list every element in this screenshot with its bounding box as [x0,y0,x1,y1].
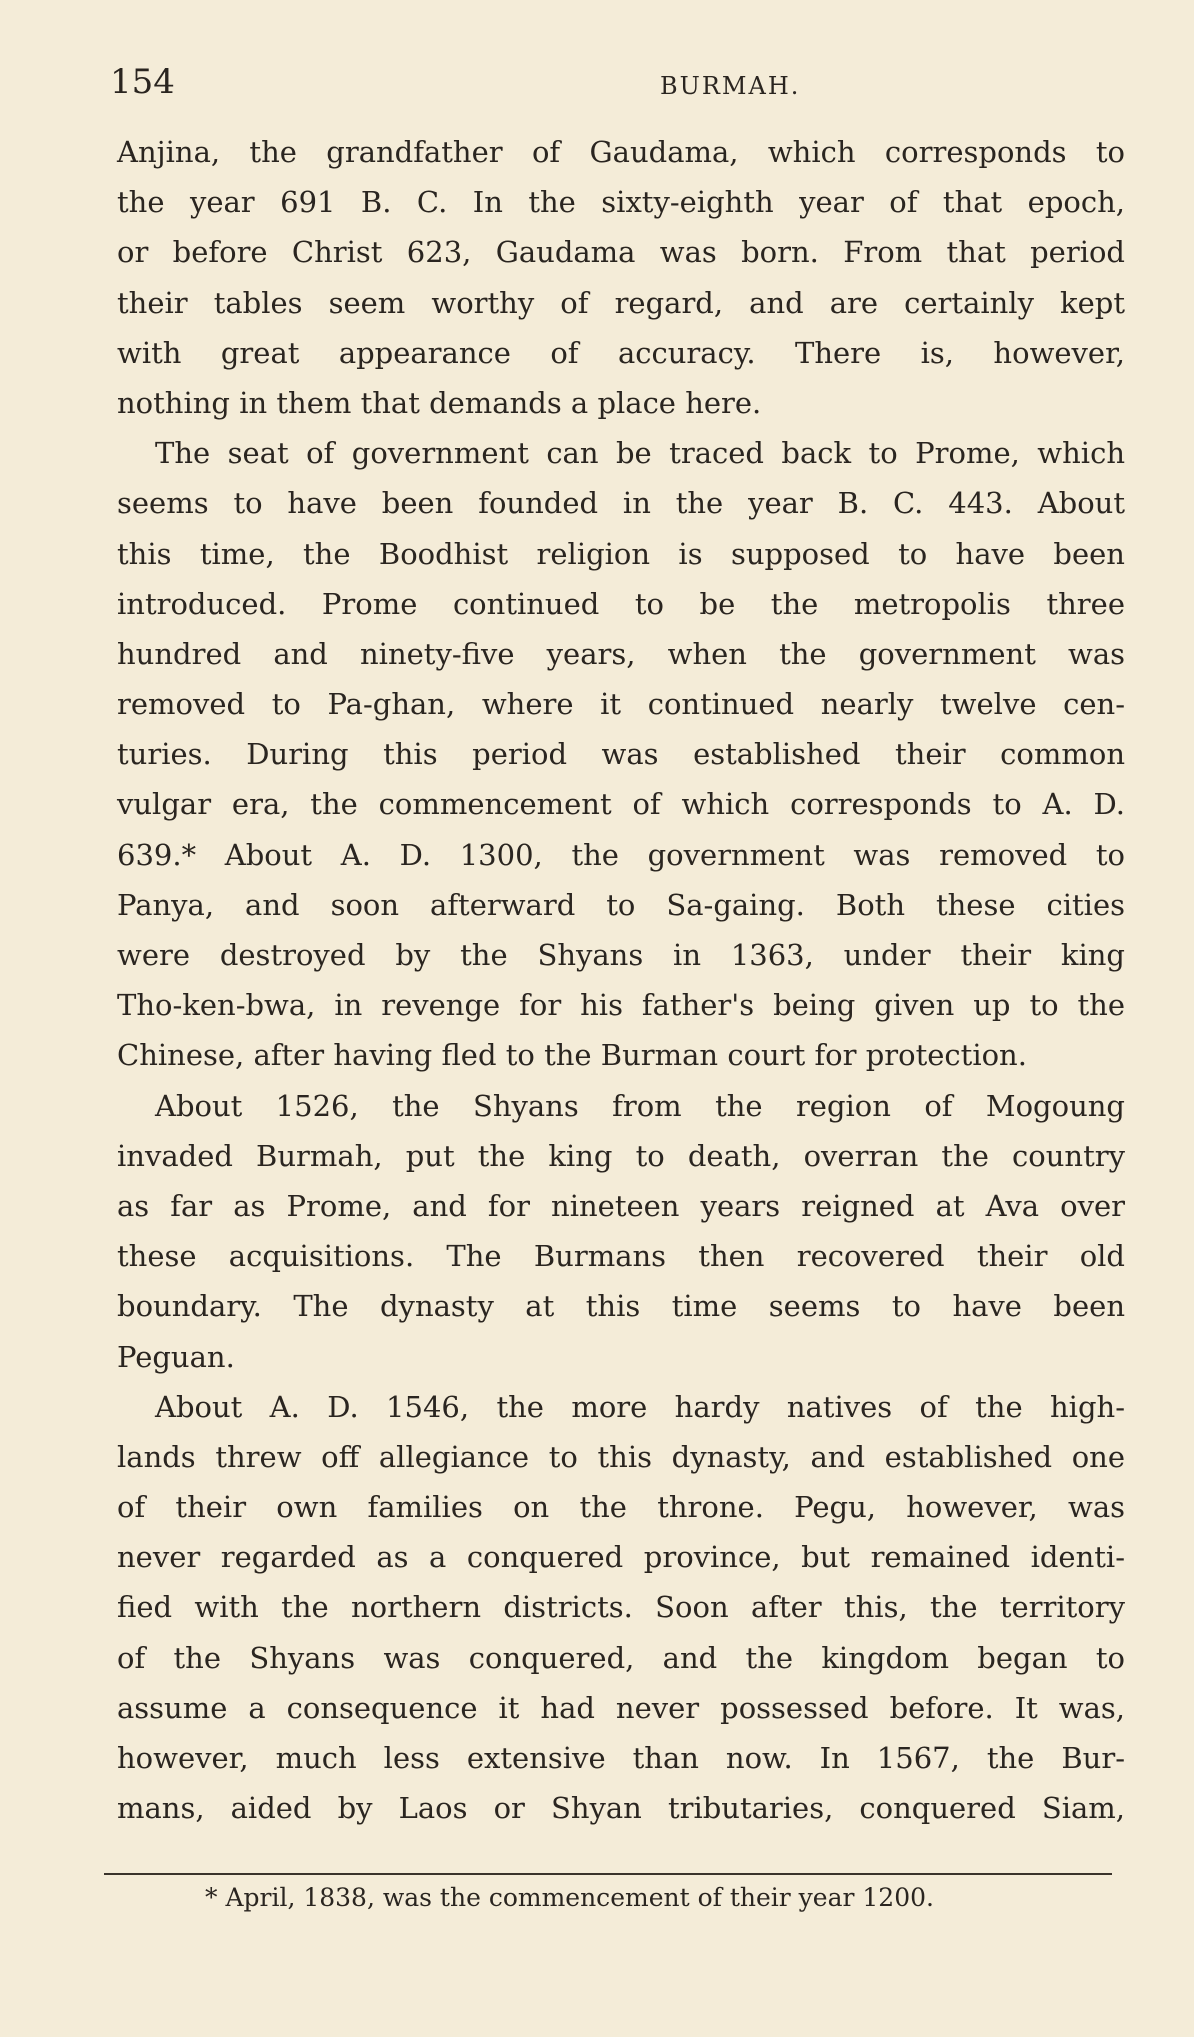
text-line: vulgar era, the commencement of which corresponds to A. D. [117,787,1125,822]
text-line: these acquisitions. The Burmans then recovered their old [117,1239,1125,1274]
text-line: or before Christ 623, Gaudama was born. From that period [117,235,1125,270]
text-line: fied with the northern districts. Soon after this, the territory [117,1590,1125,1625]
footnote-rule [104,1873,1112,1875]
text-line: 639.* About A. D. 1300, the government was removed to [117,837,1125,872]
text-line: Tho-ken-bwa, in revenge for his father's being given up to the [117,988,1125,1023]
text-line: turies. During this period was established their common [117,737,1125,772]
text-line: introduced. Prome continued to be the metropolis three [117,586,1125,621]
text-line: About 1526, the Shyans from the region of Mogoung [155,1088,1125,1123]
text-line: their tables seem worthy of regard, and are certainly kept [117,285,1125,320]
text-line: however, much less extensive than now. In 1567, the Bur- [117,1741,1125,1775]
text-line: never regarded as a conquered province, but remained identi- [117,1540,1125,1575]
footnote: * April, 1838, was the commencement of their year 1200. [205,1883,934,1912]
page-number: 154 [110,62,175,102]
text-line: assume a consequence it had never possessed before. It was, [117,1690,1125,1725]
text-line: About A. D. 1546, the more hardy natives of the high- [155,1389,1125,1424]
text-line: nothing in them that demands a place here. [117,385,762,420]
text-line: Panya, and soon afterward to Sa-gaing. Both these cities [117,887,1125,922]
running-head: BURMAH. [660,72,801,100]
text-line: of their own families on the throne. Pegu, however, was [117,1490,1125,1525]
body-text [117,127,1125,1833]
text-line: of the Shyans was conquered, and the kingdom began to [117,1640,1125,1675]
text-line: Anjina, the grandfather of Gaudama, which corresponds to [117,135,1125,169]
text-line: this time, the Boodhist religion is supposed to have been [117,536,1125,571]
page-header [110,62,1130,112]
text-line: Peguan. [117,1339,235,1374]
text-line: with great appearance of accuracy. There is, however, [117,335,1125,370]
text-line: removed to Pa-ghan, where it continued nearly twelve cen- [117,687,1125,722]
text-line: hundred and ninety-five years, when the government was [117,636,1125,671]
text-line: the year 691 B. C. In the sixty-eighth year of that epoch, [117,185,1125,220]
text-line: boundary. The dynasty at this time seems to have been [117,1289,1125,1324]
text-line: mans, aided by Laos or Shyan tributaries, conquered Siam, [117,1791,1125,1826]
text-line: Chinese, after having fled to the Burman court for protection. [117,1038,1027,1073]
text-line: invaded Burmah, put the king to death, overran the country [117,1138,1125,1173]
text-line: lands threw off allegiance to this dynasty, and established one [117,1439,1125,1474]
text-line: as far as Prome, and for nineteen years reigned at Ava over [117,1188,1125,1223]
text-line: seems to have been founded in the year B. C. 443. About [117,486,1125,521]
text-line: were destroyed by the Shyans in 1363, under their king [117,938,1125,972]
text-line: The seat of government can be traced back to Prome, which [155,436,1125,471]
